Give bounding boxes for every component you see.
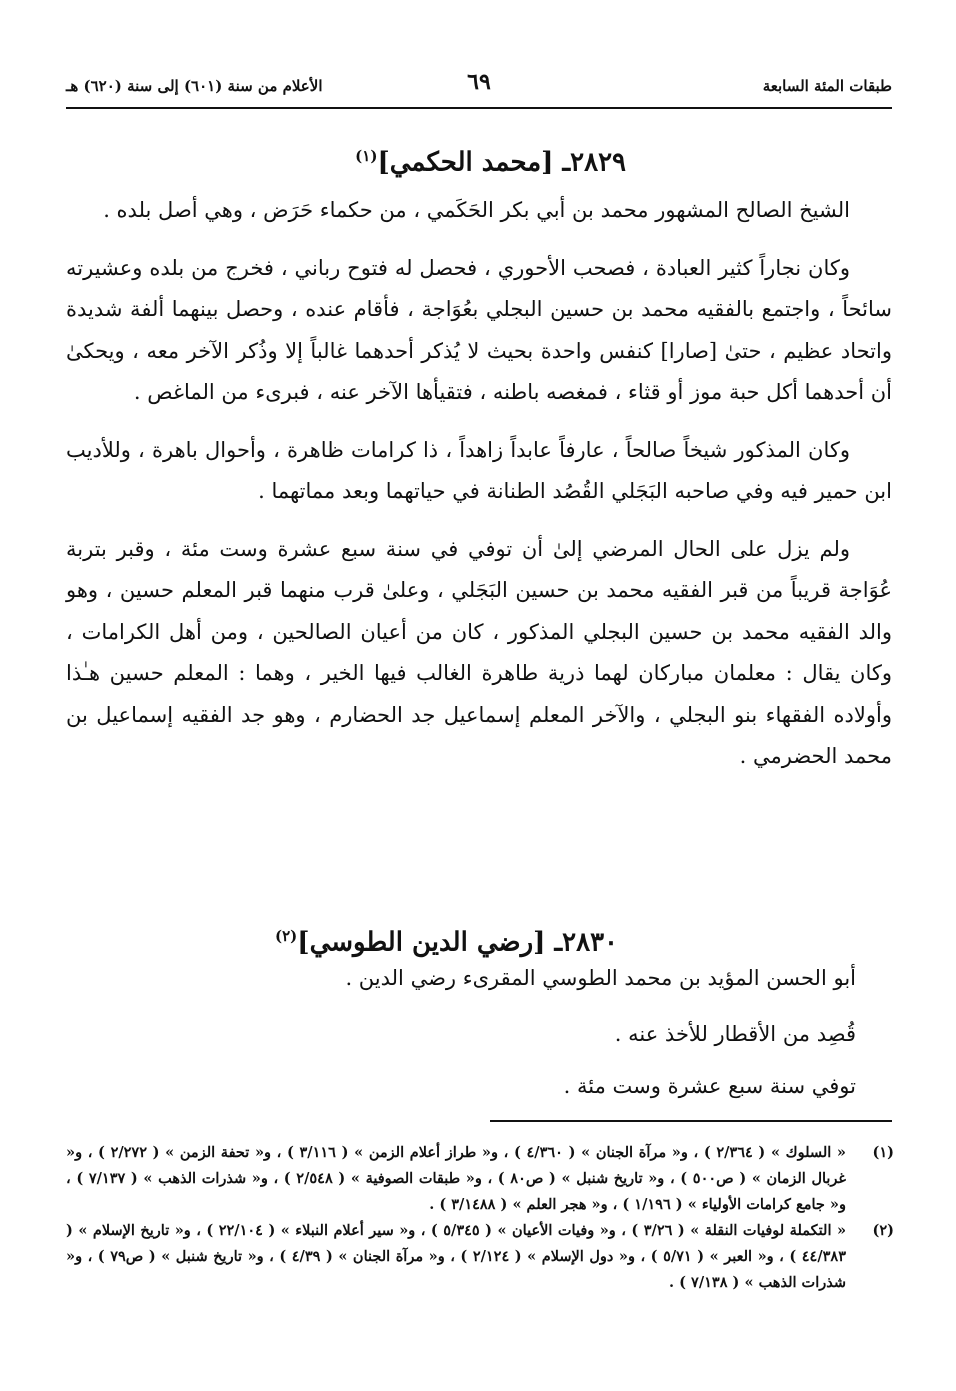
- paragraph: وكان المذكور شيخاً صالحاً ، عارفاً عابداً زاهداً ، ذا كرامات ظاهرة ، وأحوال باهرة ، وللأديب ابن حمير فيه وفي صاحبه البَجَلي القُصُد الطنانة في حياتهما وبعد مماتهما .: [66, 437, 892, 503]
- footnote-text: « التكملة لوفيات النقلة » ( ٣/٢٦ ) ، و« وفيات الأعيان » ( ٥/٣٤٥ ) ، و« سير أعلام النبلاء » ( ٢٢/١٠٤ ) ، و« تاريخ الإسلام » ( ٤٤/٣٨٣ ) ، و« العبر » ( ٥/٧١ ) ، و« دول الإسلام » ( ٢/١٢٤ ) ، و« مرآة الجنان » ( ٤/٣٩ ) ، و« تاريخ شنبل » ( ص٧٩ ) ، و« شذرات الذهب » ( ٧/١٣٨ ) .: [66, 1222, 847, 1291]
- footnote-text: « السلوك » ( ٢/٣٦٤ ) ، و« مرآة الجنان » ( ٤/٣٦٠ ) ، و« طراز أعلام الزمن » ( ٣/١١٦ ) ، و« تحفة الزمن » ( ٢/٢٧٢ ) ، و« غربال الزمان » ( ص٥٠٠ ) ، و« تاريخ شنبل » ( ص٨٠ ) ، و« طبقات الصوفية » ( ٢/٥٤٨ ) ، و« شذرات الذهب » ( ٧/١٣٧ ) ، و« جامع كرامات الأولياء » ( ١/١٩٦ ) ، و« هجر العلم » ( ٣/١٤٨٨ ) .: [66, 1144, 847, 1213]
- footnote-2: [66, 1218, 894, 1296]
- footnote-number: (٢): [872, 1222, 894, 1239]
- entry-title: ٢٨٣٠ـ [رضي الدين الطوسي]: [297, 927, 618, 958]
- text-line: قُصِد من الأقطار للأخذ عنه .: [614, 1022, 856, 1046]
- running-head-year-range: الأعلام من سنة (٦٠١) إلى سنة (٦٢٠) هـ: [66, 77, 323, 95]
- page-number: ٦٩: [467, 69, 491, 95]
- entry-title: ٢٨٢٩ـ [محمد الحكمي]: [377, 147, 626, 178]
- footnote-1: [66, 1140, 894, 1218]
- paragraph: ولم يزل على الحال المرضي إلىٰ أن توفي في سنة سبع عشرة وست مئة ، وقبر بتربة عُوَاجة قريباً من قبر الفقيه محمد بن حسين البَجَلي ، وعلىٰ قرب منهما قبر المعلم حسين ، وهو والد الفقيه محمد بن حسين البجلي المذكور ، كان من أعيان الصالحين ، ومن أهل الكرامات ، وكان يقال : معلمان مباركان لهما ذرية طاهرة الغالب فيها الخير ، وهما : المعلم حسين هـٰذا وأولاده الفقهاء بنو البجلي ، والآخر المعلم إسماعيل جد الحضارم ، وهو جد الفقيه إسماعيل بن محمد الحضرمي .: [66, 536, 892, 768]
- text-line: أبو الحسن المؤيد بن محمد الطوسي المقرىء رضي الدين .: [345, 966, 856, 990]
- entry-heading-2829: [355, 136, 626, 183]
- text-line: توفي سنة سبع عشرة وست مئة .: [563, 1074, 856, 1098]
- header-divider: [66, 107, 892, 109]
- entry-heading-2830: [275, 916, 618, 963]
- running-head: [66, 69, 892, 102]
- footnotes: [66, 1140, 894, 1296]
- running-head-section-title: طبقات المئة السابعة: [762, 77, 892, 95]
- footnote-ref: (١): [355, 147, 378, 165]
- footnote-divider: [490, 1120, 892, 1122]
- footnote-ref: (٢): [274, 927, 298, 945]
- paragraph: وكان نجاراً كثير العبادة ، فصحب الأحوري ، فحصل له فتوح رباني ، فخرج من بلده وعشيرته سائحاً ، واجتمع بالفقيه محمد بن حسين البجلي بعُوَاجة ، فأقام عنده ، وحصل بينهما ألفة شديدة واتحاد عظيم ، حتىٰ [صارا] كنفس واحدة بحيث لا يُذكر أحدهما غالباً إلا وذُكر الآخر معه ، ويحكىٰ أن أحدهما أكل حبة موز أو قثاء ، فمغصه باطنه ، فتقيأها الآخر عنه ، فبرىء من الماغص .: [66, 255, 892, 404]
- paragraph: الشيخ الصالح المشهور محمد بن أبي بكر الحَكَمي ، من حكماء حَرَض ، وهي أصل بلده .: [103, 198, 850, 222]
- entry-body-2829: [66, 190, 892, 778]
- footnote-number: (١): [872, 1144, 894, 1161]
